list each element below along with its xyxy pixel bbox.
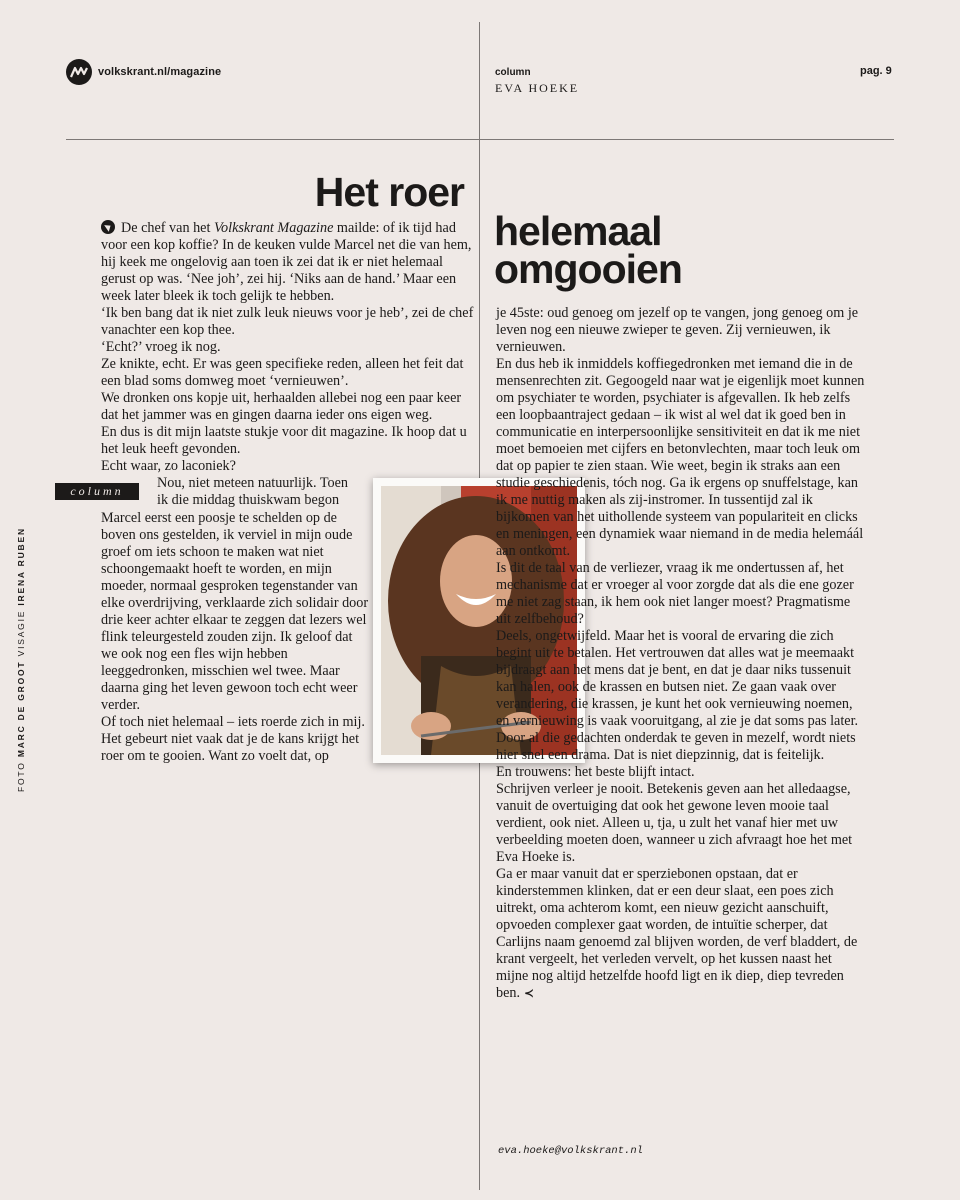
- paragraph: Marcel eerst een poosje te schelden op de boven ons gestelden, ik verviel in mijn oude groef om iets schoon te maken wat niet schoongemaakt hoeft te worden, en mijn moeder, normaal gesproken tegenstander van elke overdrijving, verklaarde zich solidair door drie keer achter elkaar te zeggen dat lezers wel flink teleurgesteld zouden zijn. Ik geloof dat we ook nog een fles wijn hebben leeggedronken, misschien wel twee. Maar daarna ging het leven gewoon toch echt weer verder.: [101, 510, 369, 713]
- paragraph: En dus heb ik inmiddels koffiegedronken met iemand die in de mensenrechten zit. Gegoogeld naar wat je eigenlijk moet kunnen om psychiater te worden, psychiater is afgevallen. Ik heb zelfs een loopbaantraject gedaan – ik wist al wel dat ik goed ben in communicatie en interpersoonlijke sensitiviteit en dat ik me niet moet bemoeien met cijfers en betonvlechten, maar toch leuk om dat op papier te zien staan. Wie weet, begin ik straks aan een studie geschiedenis, tóch nog. Ga ik ergens op snuffelstage, kan ik me nuttig maken als zij-instromer. In tussentijd zal ik bijkomen van het uithollende systeem van populariteit en clicks en meningen, een dynamiek waar niemand in de media helemáál aan ontkomt.: [496, 356, 865, 559]
- section-label: column: [495, 67, 531, 78]
- paragraph: Echt waar, zo laconiek?: [101, 458, 236, 474]
- headline-line-3: omgooien: [494, 246, 682, 292]
- author-name: EVA HOEKE: [495, 81, 580, 95]
- paragraph: Ze knikte, echt. Er was geen specifieke reden, alleen het feit dat een blad soms domweg moet ‘vernieuwen’.: [101, 356, 464, 389]
- paragraph: Of toch niet helemaal – iets roerde zich in mij.: [101, 714, 365, 730]
- column-tag: column: [55, 483, 139, 500]
- paragraph: De chef van het Volkskrant Magazine mailde: of ik tijd had voor een kop koffie? In de keuken vulde Marcel net die van hem, hij keek me ongelovig aan toen ik zei dat ik er niet helemaal gerust op was. ‘Nee joh’, zei hij. ‘Niks aan de hand.’ Maar een week later bleek ik toch gelijk te hebben.: [101, 220, 472, 304]
- paragraph: ik die middag thuiskwam begon: [157, 492, 340, 508]
- headline-line-2: helemaal: [494, 208, 662, 254]
- paragraph: je 45ste: oud genoeg om jezelf op te vangen, jong genoeg om je leven nog een nieuwe zwieper te geven. Zij vernieuwen, ik vernieuwen.: [496, 305, 859, 355]
- site-url[interactable]: volkskrant.nl/magazine: [98, 66, 222, 78]
- drop-cap-arrow-icon: [101, 220, 115, 234]
- paragraph: Het gebeurt niet vaak dat je de kans krijgt het roer om te gooien. Want zo voelt dat, op: [101, 731, 360, 764]
- headline-part-1: Het roer: [314, 169, 464, 215]
- right-column-text: [496, 305, 866, 1002]
- paragraph: Is dit de taal van de verliezer, vraag ik me ondertussen af, het mechanisme dat er vroeger al voor zorgde dat als die ene gozer me niet zag staan, ik hem ook niet langer moest? Pragmatisme uit zelfbehoud?: [496, 560, 854, 627]
- header-rule: [66, 139, 894, 140]
- paragraph: Deels, ongetwijfeld. Maar het is vooral de ervaring die zich begint uit te betalen. Het vertrouwen dat alles wat je meemaakt bijdraagt aan het mens dat je bent, en dat je daar niks tussenuit kan halen, ook de krassen en butsen niet. Ze gaan vaak over verandering, die krassen, je kunt het ook vernieuwing noemen, en vernieuwing is vaak vooruitgang, al zie je dat soms pas later. Door al die gedachten onderdak te geven in mezelf, wordt niets hier snel een drama. Dat is niet diepzinnig, dat is feitelijk.: [496, 628, 859, 763]
- paragraph: ‘Echt?’ vroeg ik nog.: [101, 339, 221, 355]
- paragraph: Schrijven verleer je nooit. Betekenis geven aan het alledaagse, vanuit de overtuiging dat ook het gewone leven mooie taal verdient, ook niet. Alleen u, tja, u zult het vanaf hier met uw verbeelding moeten doen, wanneer u zich afvraagt hoe het met Eva Hoeke is.: [496, 781, 853, 865]
- paragraph: We dronken ons kopje uit, herhaalden allebei nog een paar keer dat het jammer was en gingen daarna ieder ons eigen weg.: [101, 390, 462, 423]
- paragraph: Nou, niet meteen natuurlijk. Toen: [157, 475, 349, 491]
- volkskrant-logo-icon[interactable]: [66, 59, 92, 85]
- page-number: pag. 9: [860, 65, 892, 77]
- paragraph: ‘Ik ben bang dat ik niet zulk leuk nieuws voor je heb’, zei de chef vanachter een kop thee.: [101, 305, 474, 338]
- paragraph: En trouwens: het beste blijft intact.: [496, 764, 695, 780]
- author-email[interactable]: eva.hoeke@volkskrant.nl: [498, 1145, 643, 1157]
- left-column-text: [101, 220, 475, 509]
- paragraph: En dus is dit mijn laatste stukje voor dit magazine. Ik hoop dat u het leuk heeft gevonden.: [101, 424, 467, 457]
- paragraph: Ga er maar vanuit dat er sperziebonen opstaan, dat er kinderstemmen klinken, dat er een deur slaat, een poes zich uitrekt, oma achterom komt, een nieuw gezicht aanschuift, opvoeden complexer gaat worden, de intuïtie scherper, dat Carlijns naam genoemd zal blijven worden, de verf bladdert, de krant vergeelt, het verleden vervelt, op het kussen naast het mijne nog altijd hetzelfde hoofd ligt en ik diep, diep tevreden ben. ≺: [496, 866, 858, 1001]
- end-mark-icon: ≺: [524, 986, 535, 1000]
- left-column-lower-text: [101, 510, 369, 765]
- photo-credit: FOTO MARC DE GROOT VISAGIE IRENA RUBEN: [16, 527, 26, 792]
- headline-part-2: [494, 208, 794, 292]
